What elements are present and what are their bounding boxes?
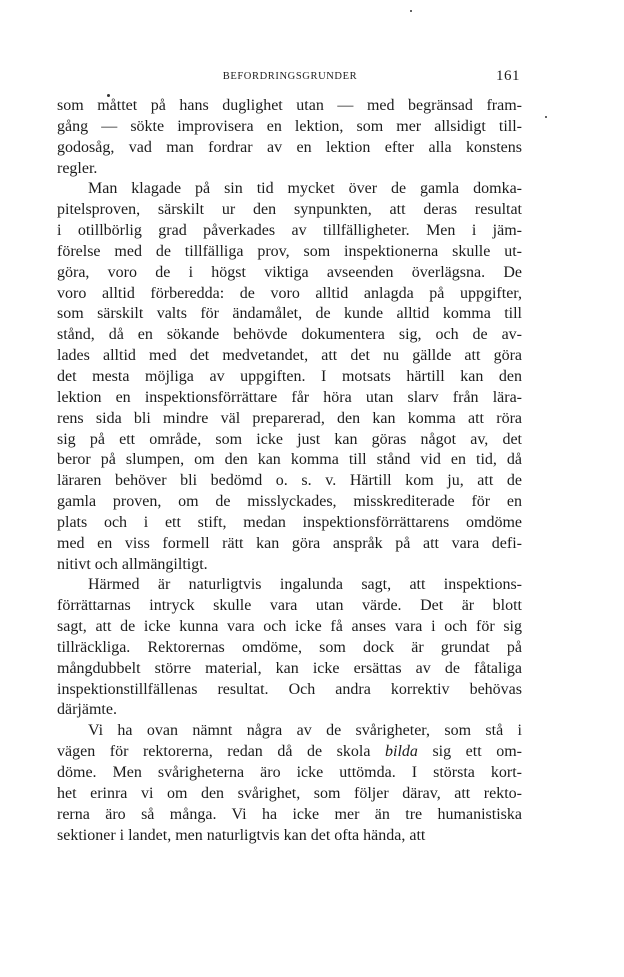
text-line: rerna äro så många. Vi ha icke mer än tre humanistiska xyxy=(57,805,522,823)
text-line: gång — sökte improvisera en lektion, som mer allsidigt till- xyxy=(57,117,522,135)
text-run: vägen för rektorerna, redan då de skola xyxy=(57,743,385,761)
text-line: pitelsproven, särskilt ur den synpunkten, att deras resultat xyxy=(57,201,522,219)
text-line: göra, voro de i högst viktiga avseenden överlägsna. De xyxy=(57,263,522,281)
print-speck xyxy=(410,10,412,12)
italic-word: bilda xyxy=(385,743,418,761)
text-line: lades alltid med det medvetandet, att det nu gällde att göra xyxy=(57,347,522,365)
text-line: het erinra vi om den svårighet, som följer därav, att rekto- xyxy=(57,784,522,802)
text-line: inspektionstillfällenas resultat. Och andra korrektiv behövas xyxy=(57,680,522,698)
text-line: som särskilt valts för ändamålet, de kunde alltid komma till xyxy=(57,305,522,323)
body-text xyxy=(57,96,522,846)
text-line: Härmed är naturligtvis ingalunda sagt, att inspektions- xyxy=(88,576,522,594)
text-line: i otillbörlig grad påverkades av tillfälligheter. Men i jäm- xyxy=(57,222,522,240)
text-line: sig på ett område, som icke just kan göras något av, det xyxy=(57,430,522,448)
text-line: därjämte. xyxy=(57,701,117,719)
text-line: läraren behöver bli bedömd o. s. v. Härtill kom ju, att de xyxy=(57,472,522,490)
page-number: 161 xyxy=(496,68,520,84)
text-line: stånd, då en sökande behövde dokumentera sig, och de av- xyxy=(57,326,522,344)
text-line: tillräckliga. Rektorernas omdöme, som dock är grundat på xyxy=(57,638,522,656)
text-line: förelse med de tillfälliga prov, som inspektionerna skulle ut- xyxy=(57,242,522,260)
text-line: nitivt och allmängiltigt. xyxy=(57,555,208,573)
text-line: förrättarnas intryck skulle vara utan värde. Det är blott xyxy=(57,597,522,615)
text-run: sig ett om- xyxy=(417,743,522,761)
text-line: gamla proven, om de misslyckades, misskrediterade för en xyxy=(57,493,522,511)
text-line: regler. xyxy=(57,159,98,177)
text-line: beror på slumpen, om den kan komma till stånd vid en tid, då xyxy=(57,451,522,469)
text-line: som måttet på hans duglighet utan — med begränsad fram- xyxy=(57,97,522,114)
text-line xyxy=(57,742,522,763)
text-line: sagt, att de icke kunna vara och icke få anses vara i och för sig xyxy=(57,618,522,636)
running-head-title: BEFORDRINGSGRUNDER xyxy=(222,71,358,82)
running-head xyxy=(60,68,520,91)
text-line: godosåg, vad man fordrar av en lektion efter alla konstens xyxy=(57,138,522,156)
text-line: Vi ha ovan nämnt några av de svårigheter, som stå i xyxy=(88,722,522,740)
text-line: sektioner i landet, men naturligtvis kan det ofta hända, att xyxy=(57,826,426,844)
text-line: lektion en inspektionsförrättare får höra utan slarv från lära- xyxy=(57,388,522,406)
text-line: det mesta möjliga av uppgiften. I motsats härtill kan den xyxy=(57,367,522,385)
text-line: plats och i ett stift, medan inspektionsförrättarens omdöme xyxy=(57,513,522,531)
text-line: döme. Men svårigheterna äro icke uttömda. I största kort- xyxy=(57,764,522,781)
text-line: med en viss formell rätt kan göra anspråk på att vara defi- xyxy=(57,534,522,552)
text-line: Man klagade på sin tid mycket över de gamla domka- xyxy=(88,180,522,198)
text-line: mångdubbelt större material, kan icke ersättas av de fåtaliga xyxy=(57,659,522,677)
text-line: rens sida bli mindre väl preparerad, den kan komma att röra xyxy=(57,409,522,427)
print-speck xyxy=(545,116,547,118)
text-line: voro alltid förberedda: de voro alltid anlagda på uppgifter, xyxy=(57,284,522,302)
